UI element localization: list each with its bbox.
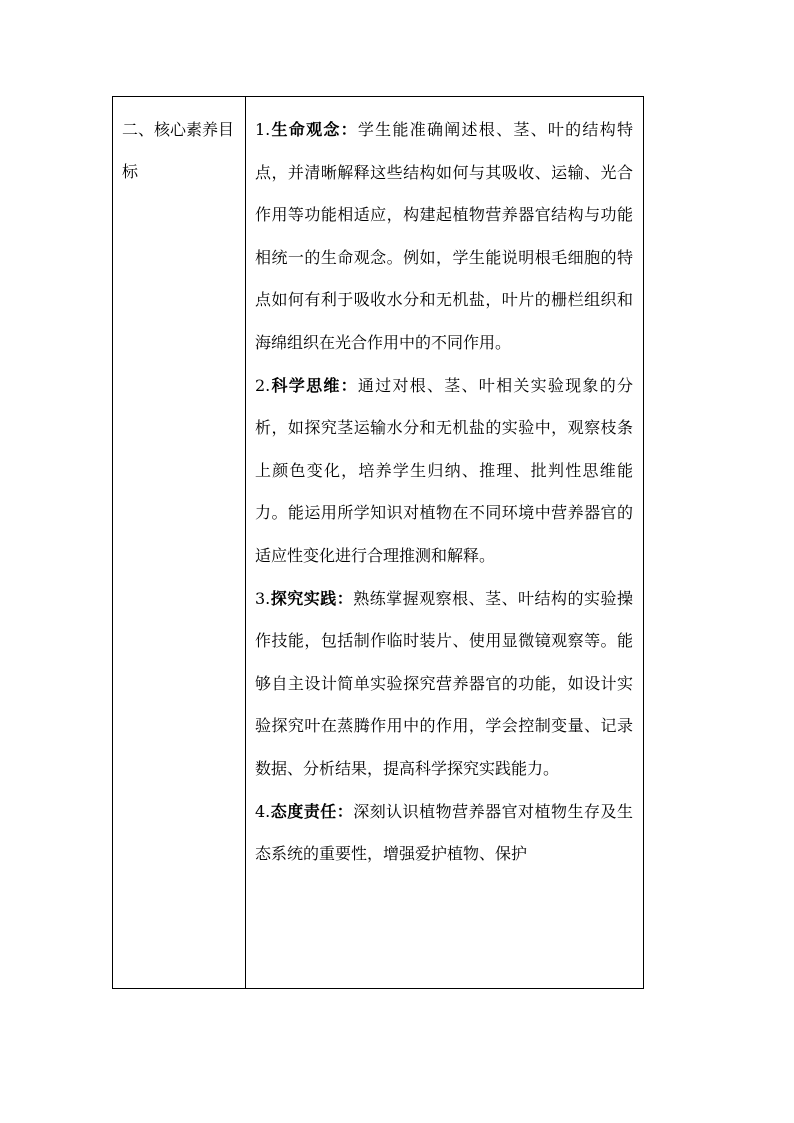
objective-paragraph-inquiry-practice	[255, 578, 633, 791]
objective-number: 3.	[255, 588, 271, 608]
objective-title: 生命观念	[270, 120, 341, 139]
objective-text: 通过对根、茎、叶相关实验现象的分析，如探究茎运输水分和无机盐的实验中，观察枝条上颜色变化，培养学生归纳、推理、批判性思维能力。能运用所学知识对植物在不同环境中营养器官的适应性变化进行合理推测和解释。	[255, 375, 633, 565]
objective-colon: ：	[336, 801, 354, 821]
objective-colon: ：	[340, 375, 358, 395]
objective-colon: ：	[336, 588, 354, 608]
objective-text: 学生能准确阐述根、茎、叶的结构特点，并清晰解释这些结构如何与其吸收、运输、光合作用等功能相适应，构建起植物营养器官结构与功能相统一的生命观念。例如，学生能说明根毛细胞的特点如何有利于吸收水分和无机盐，叶片的栅栏组织和海绵组织在光合作用中的不同作用。	[255, 120, 633, 352]
objective-title: 科学思维	[270, 375, 341, 395]
section-label-cell	[113, 97, 246, 988]
objective-paragraph-life-concept	[255, 109, 633, 365]
section-label: 二、核心素养目标	[122, 120, 235, 181]
objective-text: 深刻认识植物营养器官对植物生存及生态系统的重要性，增强爱护植物、保护	[255, 801, 633, 864]
objective-paragraph-attitude-responsibility	[255, 791, 633, 876]
objectives-table	[112, 96, 644, 989]
objective-colon: ：	[340, 120, 358, 139]
objective-title: 探究实践	[270, 588, 337, 608]
objectives-content-cell	[246, 97, 643, 988]
objective-paragraph-scientific-thinking	[255, 365, 633, 578]
objective-number: 1.	[255, 120, 271, 139]
objective-number: 2.	[255, 375, 271, 395]
objective-number: 4.	[255, 801, 271, 821]
objective-text: 熟练掌握观察根、茎、叶结构的实验操作技能，包括制作临时装片、使用显微镜观察等。能够自主设计简单实验探究营养器官的功能，如设计实验探究叶在蒸腾作用中的作用，学会控制变量、记录数据、分析结果，提高科学探究实践能力。	[255, 588, 633, 778]
objective-title: 态度责任	[270, 801, 337, 821]
